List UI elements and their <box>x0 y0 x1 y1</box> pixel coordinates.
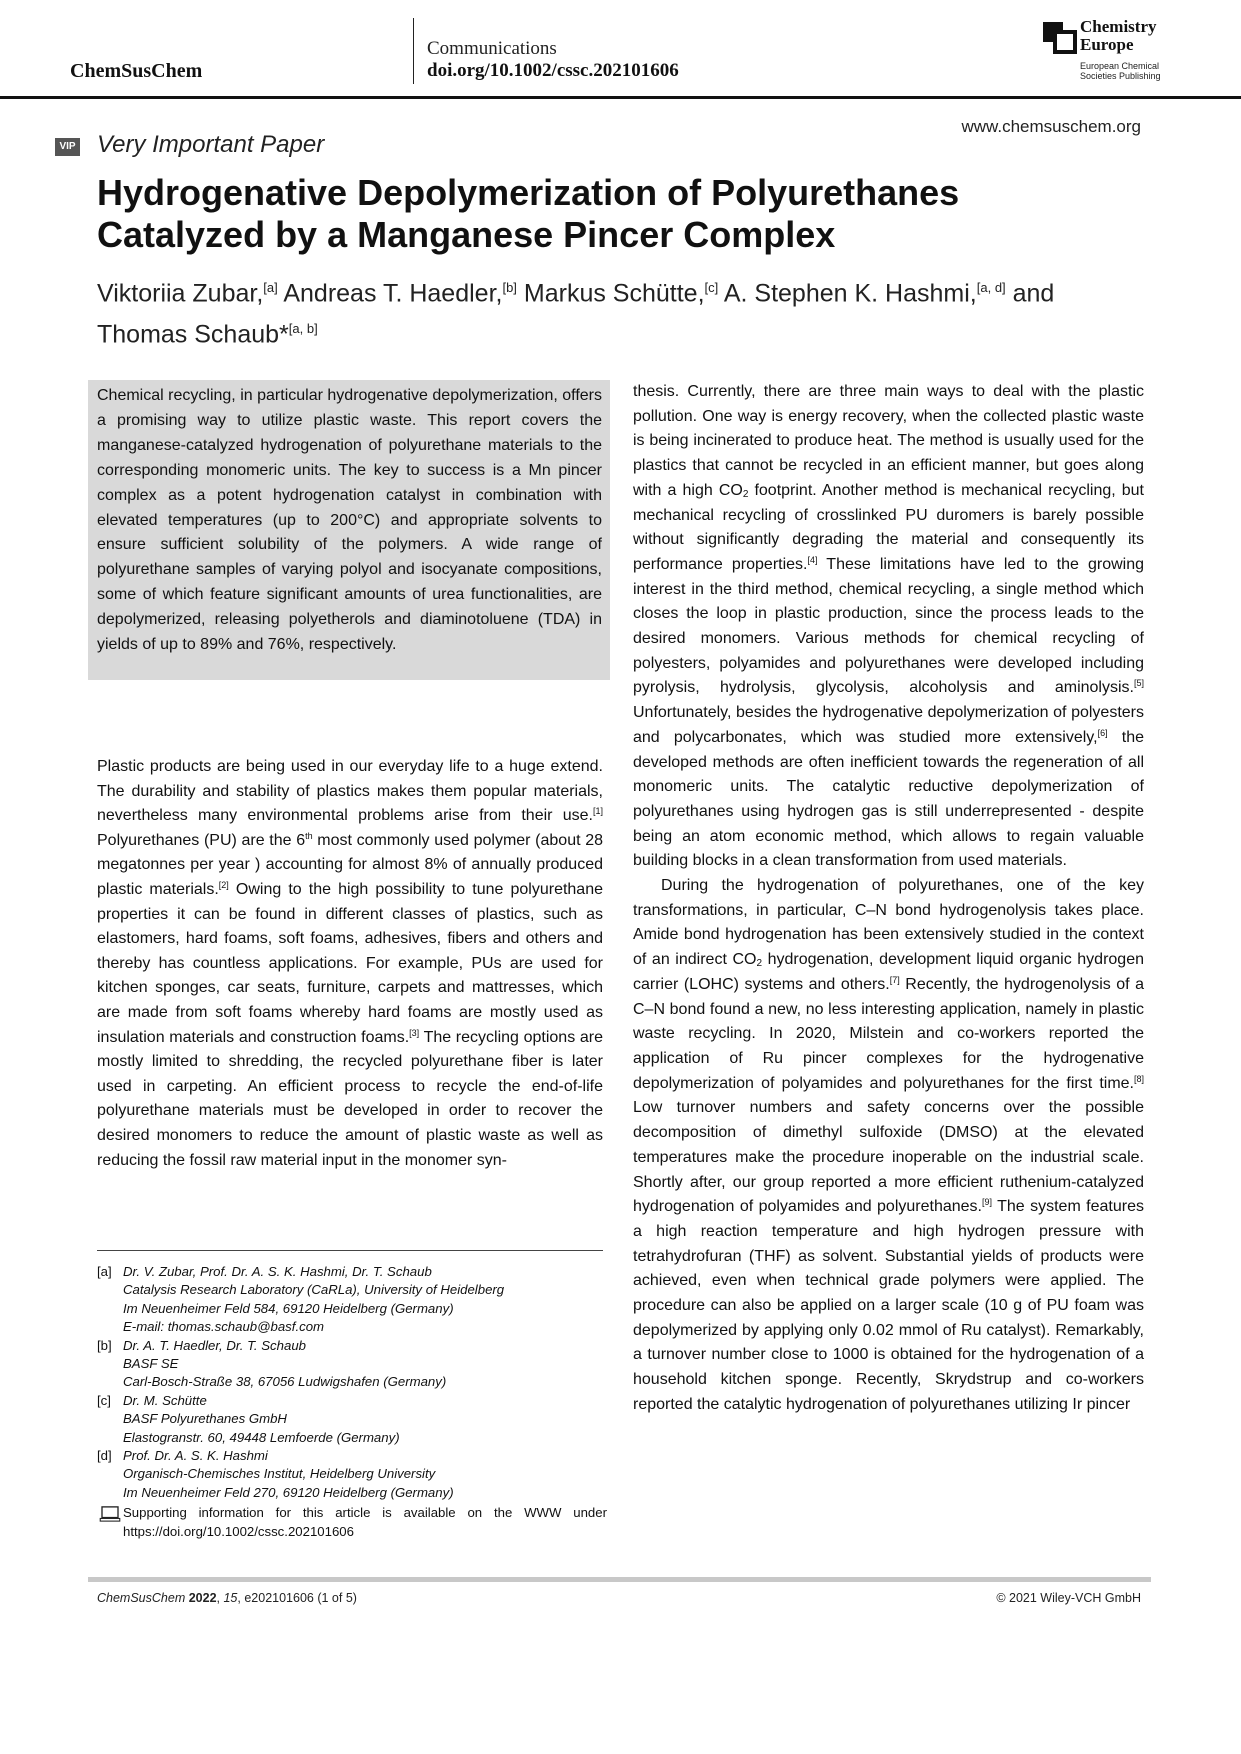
affiliation-line: Prof. Dr. A. S. K. Hashmi <box>123 1448 268 1464</box>
citation-link[interactable]: [9] <box>981 1197 992 1208</box>
citation-link[interactable]: [3] <box>409 1027 420 1038</box>
vip-icon: VIP <box>55 138 80 156</box>
header-rule <box>0 96 1241 99</box>
publisher-subtitle <box>1080 61 1161 81</box>
footer-rule <box>88 1577 1151 1582</box>
vip-label: Very Important Paper <box>97 131 325 158</box>
affiliation-entry <box>97 1337 607 1392</box>
footnote-rule <box>97 1250 603 1251</box>
author-conjunction: and <box>1012 279 1055 308</box>
citation-footer: ChemSusChem 2022, 15, e202101606 (1 of 5) <box>97 1591 357 1605</box>
text-run: During the hydrogenation of polyurethanes, one of the key transformations, in particular, C–N bond hydrogenolysis takes place. Amide bond hydrogenation has been extensively studied in the context of an indirect CO <box>633 877 1144 969</box>
citation-link[interactable]: [8] <box>1133 1073 1144 1084</box>
citation-link[interactable]: [2] <box>218 879 229 890</box>
text-run: Low turnover numbers and safety concerns over the possible decomposition of dimethyl sulfoxide (DMSO) at the elevated temperatures make the procedure inoperable on the industrial scale. Shortly after, our group reported a more efficient ruthenium-catalyzed hydrogenation of polyamides and polyurethanes. <box>633 1099 1144 1216</box>
doi-link[interactable]: doi.org/10.1002/cssc.202101606 <box>427 60 679 81</box>
affiliation-tag: [b] <box>97 1337 112 1353</box>
author-affiliation: [b] <box>502 280 517 295</box>
text-run: the developed methods are often inefficient towards the regeneration of all monomeric units. The catalytic reductive depolymerization of polyurethanes using hydrogen gas is still underrepresented - despite being an atom economic method, which allows to regain valuable building blocks in a clean transformation from used materials. <box>633 728 1145 870</box>
ordinal-suffix: th <box>305 830 313 841</box>
body-paragraph <box>633 380 1144 874</box>
publisher-name: Chemistry Europe <box>1080 17 1157 54</box>
chemistry-europe-logo-icon <box>1043 20 1079 54</box>
citation-link[interactable]: [4] <box>807 554 818 565</box>
journal-name: ChemSusChem <box>70 60 203 82</box>
affiliation-line: Carl-Bosch-Straße 38, 67056 Ludwigshafen (Germany) <box>123 1374 447 1390</box>
supporting-info <box>97 1504 607 1541</box>
text-run: Owing to the high possibility to tune polyurethane properties it can be found in different classes of plastics, such as elastomers, hard foams, soft foams, adhesives, fibers and others and thereby has countless applications. For example, PUs are used for kitchen sponges, car seats, furniture, carpets and mattresses, which are made from soft foams whereby hard foams are mostly used as insulation materials and construction foams. <box>97 880 604 1046</box>
text-run: thesis. Currently, there are three main ways to deal with the plastic pollution. One way is energy recovery, when the collected plastic waste is being incinerated to produce heat. The method is usually used for the plastics that cannot be recycled in an efficient manner, but goes along with a high CO <box>633 383 1144 499</box>
text-run: Recently, the hydrogenolysis of a C–N bond found a new, no less interesting application, namely in plastic waste recycling. In 2020, Milstein and co-workers reported the application of Ru pincer complexes for the hydrogenative depolymerization of polyamides and polyurethanes for the first time. <box>633 975 1144 1092</box>
affiliation-line: Catalysis Research Laboratory (CaRLa), University of Heidelberg <box>123 1282 505 1298</box>
subscript: 2 <box>756 958 763 970</box>
article-title: Hydrogenative Depolymerization of Polyurethanes Catalyzed by a Manganese Pincer Complex <box>97 172 960 255</box>
affiliation-tag: [c] <box>97 1392 111 1408</box>
text-run: The system features a high reaction temperature and high hydrogen pressure with tetrahydrofuran (THF) as solvent. Substantial yields of products were achieved, even when technical grade polymers were applied. The procedure can also be applied on a larger scale (10 g of PU foam was depolymerized by applying only 0.02 mmol of Ru catalyst). Remarkably, a turnover number close to 1000 is obtained for the hydrogenation of a household kitchen sponge. Recently, Skrydstrup and co-workers reported the catalytic hydrogenation of polyurethanes utilizing Ir pincer <box>633 1198 1144 1413</box>
affiliation-entry <box>97 1392 607 1447</box>
author-name: Markus Schütte, <box>523 279 705 308</box>
affiliations <box>97 1263 607 1541</box>
author-name: Viktoriia Zubar, <box>97 279 264 308</box>
citation-link[interactable]: [5] <box>1133 678 1144 689</box>
journal-website-link[interactable]: www.chemsuschem.org <box>961 117 1141 136</box>
body-paragraph <box>633 874 1144 1417</box>
text-run: hydrogenation, development liquid organic hydrogen carrier (LOHC) systems and others. <box>633 951 1144 993</box>
citation-link[interactable]: [7] <box>889 974 900 985</box>
affiliation-line: Dr. V. Zubar, Prof. Dr. A. S. K. Hashmi, Dr. T. Schaub <box>123 1264 432 1279</box>
affiliation-line: Elastogranstr. 60, 49448 Lemfoerde (Germany) <box>123 1429 400 1445</box>
affiliation-line: Dr. A. T. Haedler, Dr. T. Schaub <box>123 1337 306 1353</box>
footer-journal: ChemSusChem <box>97 1591 186 1605</box>
affiliation-entry <box>97 1447 607 1502</box>
author-affiliation: [c] <box>704 280 719 295</box>
text-run: Plastic products are being used in our everyday life to a huge extend. The durability and stability of plastics makes them popular materials, nevertheless many environmental problems arise from their use. <box>97 758 603 825</box>
footer-volume: 15 <box>223 1591 238 1605</box>
footer-article: , e202101606 (1 of 5) <box>237 1591 357 1605</box>
computer-icon <box>97 1504 123 1522</box>
publisher-line-2: Societies Publishing <box>1080 71 1161 81</box>
subscript: 2 <box>742 488 749 500</box>
author-affiliation: [a] <box>263 280 278 295</box>
body-left-column <box>97 755 603 1173</box>
author-affiliation: [a, b] <box>288 321 318 337</box>
author-name: Andreas T. Haedler, <box>283 279 503 308</box>
author-affiliation: [a, d] <box>976 280 1006 295</box>
body-paragraph <box>97 755 603 1173</box>
abstract-box <box>88 380 610 680</box>
affiliation-line: Im Neuenheimer Feld 270, 69120 Heidelberg (Germany) <box>123 1484 454 1500</box>
supporting-info-text[interactable]: Supporting information for this article is available on the WWW under https://doi.org/10.1002/cssc.202101606 <box>123 1505 607 1539</box>
affiliation-line: Organisch-Chemisches Institut, Heidelberg University <box>123 1466 436 1482</box>
text-run: footprint. Another method is mechanical recycling, but mechanical recycling of crosslinked PU duromers is barely possible without significantly degrading the material and consequently its performance properties. <box>633 481 1145 573</box>
abstract-text: Chemical recycling, in particular hydrogenative depolymerization, offers a promising way to utilize plastic waste. This report covers the manganese-catalyzed hydrogenation of polyurethane materials to the corresponding monomeric units. The key to success is a Mn pincer complex as a potent hydrogenation catalyst in combination with elevated temperatures (up to 200°C) and appropriate solvents to ensure sufficient solubility of the polymers. A wide range of polyurethane samples of varying polyol and isocyanate compositions, some of which feature significant amounts of urea functionalities, are depolymerized, releasing polyetherols and diaminotoluene (TDA) in yields of up to 89% and 76%, respectively. <box>97 387 602 654</box>
author-name: A. Stephen K. Hashmi, <box>723 279 977 308</box>
affiliation-tag: [a] <box>97 1264 112 1279</box>
author-list <box>97 270 1137 353</box>
text-run: most commonly used polymer (about 28 megatonnes per year ) accounting for almost 8% of annually produced plastic materials. <box>97 831 604 898</box>
citation-link[interactable]: [1] <box>592 806 603 817</box>
text-run: These limitations have led to the growing interest in the third method, chemical recycling, a single method which closes the loop in plastic production, since the process leads to the desired monomers. Various methods for chemical recycling of polyesters, polyamides and polyurethanes were developed including pyrolysis, hydrolysis, glycolysis, alcoholysis and aminolysis. <box>633 555 1145 697</box>
affiliation-line: Im Neuenheimer Feld 584, 69120 Heidelberg (Germany) <box>123 1300 454 1316</box>
author-name: Thomas Schaub* <box>97 320 289 349</box>
text-run: The recycling options are mostly limited to shredding, the recycled polyurethane fiber is later used in carpeting. An efficient process to recycle the end-of-life polyurethane materials must be developed in order to recover the desired monomers to reduce the amount of plastic waste as well as reducing the fossil raw material input in the monomer syn- <box>97 1028 603 1169</box>
header-divider <box>413 18 414 84</box>
affiliation-line: BASF Polyurethanes GmbH <box>123 1411 287 1427</box>
affiliation-line: BASF SE <box>123 1356 179 1372</box>
text-run: Polyurethanes (PU) are the 6 <box>97 831 306 849</box>
citation-link[interactable]: [6] <box>1097 727 1108 738</box>
publisher-line-1: European Chemical <box>1080 61 1160 71</box>
affiliation-tag: [d] <box>97 1448 112 1464</box>
affiliation-line: Dr. M. Schütte <box>123 1392 207 1408</box>
copyright: © 2021 Wiley-VCH GmbH <box>996 1591 1141 1605</box>
email-link[interactable]: E-mail: thomas.schaub@basf.com <box>123 1319 325 1335</box>
text-run: Unfortunately, besides the hydrogenative depolymerization of polyesters and polycarbonates, which was studied more extensively, <box>633 704 1144 746</box>
footer-year: 2022 <box>188 1591 217 1605</box>
body-right-column <box>633 380 1144 1418</box>
section-name: Communications <box>427 38 557 59</box>
affiliation-entry <box>97 1263 607 1337</box>
